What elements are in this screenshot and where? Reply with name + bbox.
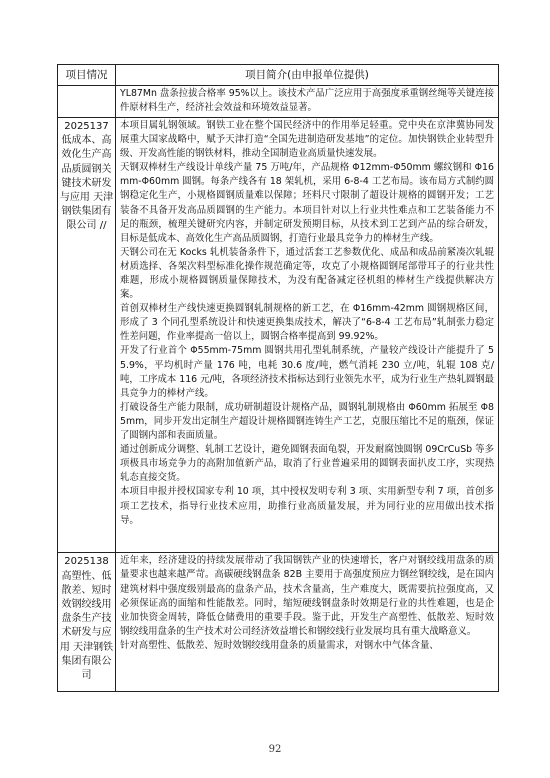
description-paragraph: 针对高塑性、低散差、短时效钢绞线用盘条的质量需求，对钢水中气体含量、 (120, 639, 439, 651)
header-project-info: 项目情况 (58, 65, 116, 86)
header-project-summary: 项目简介(由申报单位提供) (116, 65, 499, 86)
description-cell (116, 86, 499, 118)
description-paragraph: 本项目申报并授权国家专利 10 项，其中授权发明专利 3 项、实用新型专利 7 项，首创多项工艺技术，指导行业技术应用，助推行业高质量发展，并为同行业的应用做出技术指导。 (120, 486, 494, 526)
description-paragraph: 通过创新成分调整、轧制工艺设计，避免圆钢表面龟裂，开发耐腐蚀圆钢 09CrCuSb 等多项极具市场竞争力的高附加值新产品，取消了行业普遍采用的圆钢表面扒皮工序，实现热轧态直接交货。 (120, 444, 494, 484)
description-paragraph: YL87Mn 盘条拉拔合格率 95%以上。该技术产品广泛应用于高强度承重钢丝绳等关键连接件原材料生产，经济社会效益和环境效益显著。 (120, 88, 494, 114)
description-paragraph: 天钢公司在无 Kocks 轧机装备条件下，通过活套工艺参数优化、成品和成品前紧凑次轧辊材质选择、各架次料型标准化操作规范确定等，攻克了小规格圆钢尾部带耳子的行业共性难题，形成小规格圆钢质量保障技术，为没有配备减定径机组的棒材生产线提供解决方案。 (120, 246, 494, 301)
table-row (58, 86, 499, 118)
table-header-row (58, 65, 499, 86)
description-cell (116, 117, 499, 552)
description-paragraph: 开发了行业首个 Φ55mm-75mm 圆钢共用孔型轧制系统，产量较产线设计产能提升了 55.9%，平均机时产量 176 吨，电耗 30.6 度/吨，燃气消耗 230 立/吨，轧辊 108 克/吨，工序成本 116 元/吨，各项经济技术指标达到行业领先水平，成为行业生产热轧圆钢最具竞争力的棒材产线。 (120, 345, 494, 399)
description-paragraph: 天钢双棒材生产线设计单线产量 75 万吨/年，产品规格 Φ12mm-Φ50mm 螺纹钢和 Φ16mm-Φ60mm 圆钢。每条产线各有 18 架轧机，采用 6-8-4 工艺布局。该布局方式制约圆钢稳定化生产，小规格圆钢质量难以保障；坯料尺寸限制了超设计规格的圆钢开发；工艺装备不具备开发高品质圆钢的生产能力。本项目针对以上行业共性难点和工艺装备能力不足的瓶颈，梳理关键研究内容，并制定研发预期目标，从技术到工艺到产品的综合研发，目标是低成本、高效化生产高品质圆钢，打造行业最具竞争力的棒材生产线。 (120, 162, 494, 244)
project-cell (58, 86, 116, 118)
description-paragraph: 首创双棒材生产线快速更换圆钢轧制规格的新工艺，在 Φ16mm-42mm 圆钢规格区间，形成了 3 个同孔型系统设计和快速更换集成技术，解决了“6-8-4 工艺布局”轧制张力稳定性差问题，作业率提高一倍以上，圆钢合格率提高到 99.92%。 (120, 303, 494, 343)
description-paragraph: 近年来，经济建设的持续发展带动了我国钢铁产业的快速增长，客户对钢绞线用盘条的质量要求也越来越严苛。高碳硬线钢盘条 82B 主要用于高强度预应力钢丝钢绞线，是在国内建筑材料中强度级别最高的盘条产品，技术含量高，生产难度大，既需要抗拉强度高，又必须保证高的面缩和性能散差。同时，缩短硬线钢盘条时效期是行业的共性难题，也是企业加快资金周转，降低仓储费用的重要手段。鉴于此，开发生产高塑性、低散差、短时效钢绞线用盘条的生产技术对公司经济效益增长和钢绞线行业发展均具有重大战略意义。 (120, 555, 494, 637)
table-row (58, 117, 499, 552)
description-paragraph: 本项目属轧钢领域。钢铁工业在整个国民经济中的作用举足轻重。党中央在京津冀协同发展重大国家战略中，赋予天津打造“全国先进制造研发基地”的定位。加快钢铁企业转型升级、开发高性能的钢铁材料，推动全国制造业高质量快速发展。 (120, 119, 494, 160)
description-paragraph: 打破设备生产能力限制，成功研制超设计规格产品，圆钢轧制规格由 Φ60mm 拓展至 Φ85mm，同步开发出定制生产超设计规格圆钢连铸生产工艺，克服压缩比不足的瓶颈，保证了圆钢内部和表面质量。 (120, 401, 494, 442)
project-table (57, 64, 499, 692)
table-row (58, 553, 499, 692)
project-cell: 2025137 低成本、高效化生产高品质圆钢关键技术研发与应用 天津钢铁集团有限公司 // (58, 117, 116, 552)
page-number: 92 (268, 744, 282, 755)
description-cell (116, 553, 499, 692)
project-cell: 2025138 高塑性、低散差、短时效钢绞线用盘条生产技术研发与应用 天津钢铁集团有限公司 (58, 553, 116, 692)
